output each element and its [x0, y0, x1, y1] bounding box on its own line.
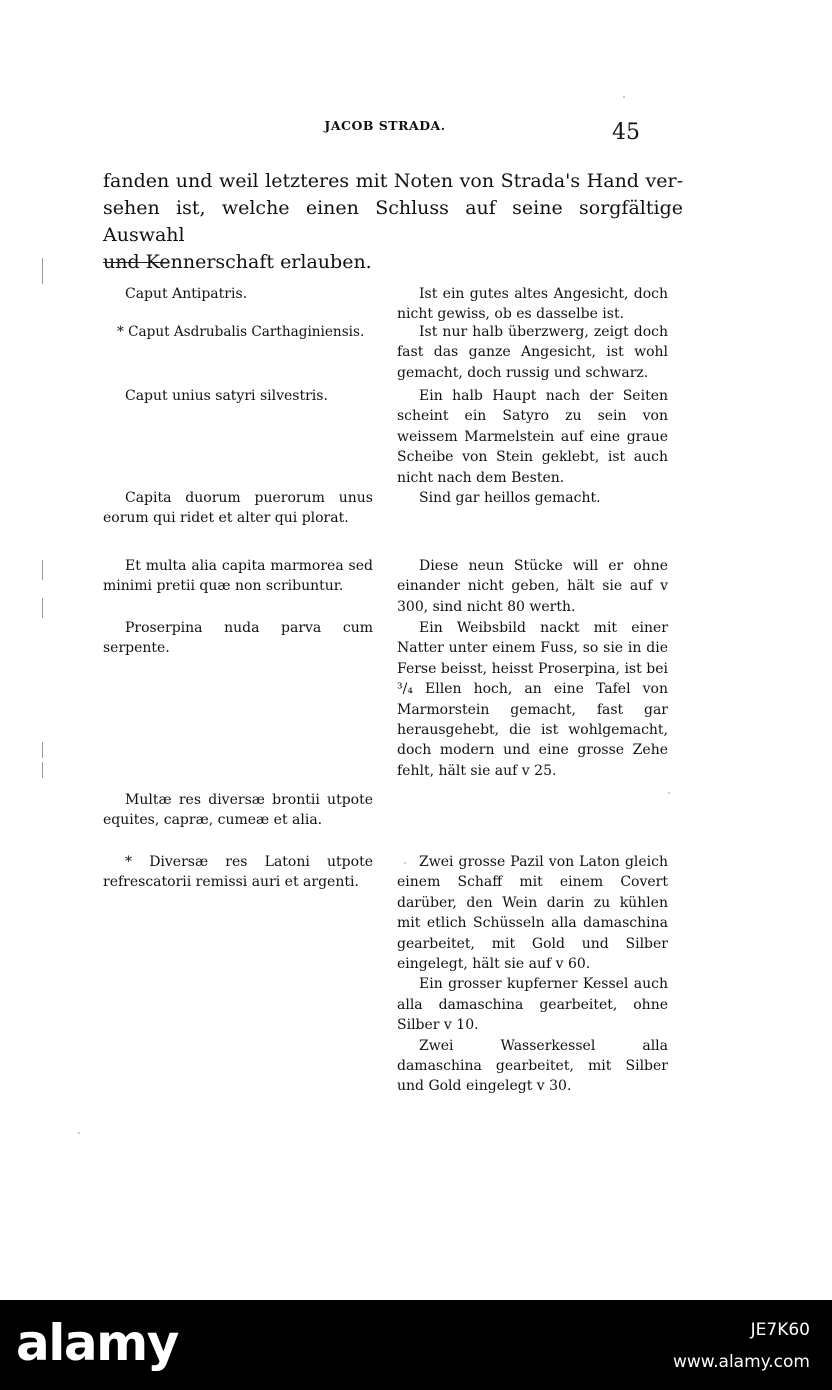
scan-margin-mark [42, 742, 43, 758]
german-text: Sind gar heillos gemacht. [419, 490, 601, 506]
latin-entry [103, 790, 373, 831]
german-entry [397, 852, 668, 1097]
scan-speck [404, 862, 406, 864]
latin-entry [103, 488, 373, 529]
intro-line: sehen ist, welche einen Schluss auf seine sorgfältige Auswahl [103, 197, 683, 246]
intro-paragraph [103, 168, 683, 276]
german-entry [397, 386, 668, 488]
page-number: 45 [612, 120, 640, 145]
german-entry [397, 488, 668, 508]
scan-speck [668, 792, 670, 794]
scan-margin-mark [42, 598, 43, 618]
german-text: Ist nur halb überzwerg, zeigt doch fast das ganze Angesicht, ist wohl gemacht, doch russig und schwarz. [397, 324, 668, 381]
latin-text: Proserpina nuda parva cum serpente. [103, 620, 373, 657]
latin-entry [103, 386, 373, 406]
german-text: Ist ein gutes altes Angesicht, doch nicht gewiss, ob es dasselbe ist. [397, 286, 668, 323]
alamy-logo: alamy [16, 1314, 178, 1372]
latin-entry [103, 322, 383, 342]
german-text: Ein halb Haupt nach der Seiten scheint ein Satyro zu sein von weissem Marmelstein auf eine graue Scheibe von Stein geklebt, ist auch nicht nach dem Besten. [397, 388, 668, 486]
running-title: JACOB STRADA. [324, 118, 446, 133]
german-text: Diese neun Stücke will er ohne einander nicht geben, hält sie auf v 300, sind nicht 80 werth. [397, 558, 668, 615]
site-url: www.alamy.com [672, 1352, 810, 1372]
german-entry [397, 322, 668, 383]
stock-watermark-bar [0, 1300, 832, 1390]
german-text: Zwei Wasserkessel alla damaschina gearbeitet, mit Silber und Gold eingelegt v 30. [397, 1037, 668, 1095]
latin-text: Caput Antipatris. [125, 286, 248, 302]
latin-entry [103, 284, 303, 304]
german-entry [397, 556, 668, 617]
latin-text: Multæ res diversæ brontii utpote equites, capræ, cumeæ et alia. [103, 792, 373, 829]
latin-text: * Caput Asdrubalis Carthaginiensis. [117, 324, 365, 340]
footnote-rule [103, 262, 169, 263]
german-entry [397, 618, 668, 781]
german-text: Ein Weibsbild nackt mit einer Natter unter einem Fuss, so sie in die Ferse beisst, heisst Proserpina, ist bei ³/₄ Ellen hoch, an eine Tafel von Marmorstein gemacht, fast gar herausgehebt, die ist wohlgemacht, doch modern und eine grosse Zehe fehlt, hält sie auf v 25. [397, 620, 668, 779]
scan-margin-mark [42, 258, 43, 284]
scan-margin-mark [42, 762, 43, 778]
latin-text: * Diversæ res Latoni utpote refrescatorii remissi auri et argenti. [103, 854, 373, 891]
latin-entry [103, 556, 373, 597]
scan-speck [623, 96, 625, 98]
german-text: Zwei grosse Pazil von Laton gleich einem Schaff mit einem Covert darüber, den Wein darin zu kühlen mit etlich Schüsseln alla damaschina gearbeitet, mit Gold und Silber eingelegt, hält sie auf v 60. [397, 854, 668, 973]
latin-text: Capita duorum puerorum unus eorum qui ridet et alter qui plorat. [103, 490, 373, 527]
latin-entry [103, 852, 373, 893]
scan-speck [78, 1132, 80, 1134]
latin-text: Et multa alia capita marmorea sed minimi pretii quæ non scribuntur. [103, 558, 373, 595]
intro-line: fanden und weil letzteres mit Noten von Strada's Hand ver- [103, 170, 683, 192]
german-entry [397, 284, 668, 325]
scan-margin-mark [42, 560, 43, 580]
intro-line: und Kennerschaft erlauben. [103, 251, 372, 273]
german-text: Ein grosser kupferner Kessel auch alla damaschina gearbeitet, ohne Silber v 10. [397, 976, 668, 1034]
latin-entry [103, 618, 373, 659]
image-id: JE7K60 [750, 1320, 810, 1340]
latin-text: Caput unius satyri silvestris. [125, 388, 328, 404]
